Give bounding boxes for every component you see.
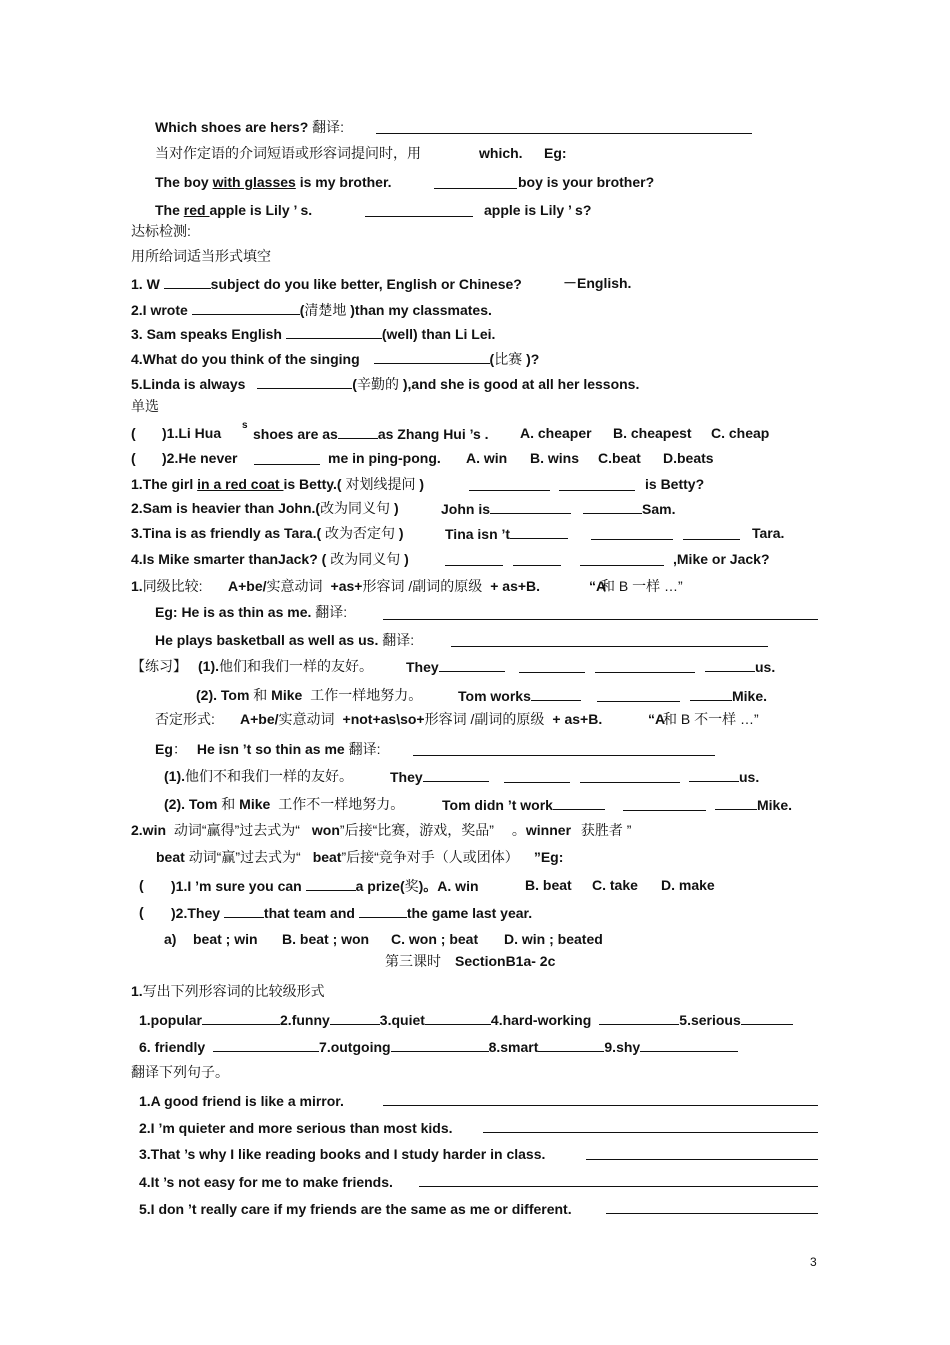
option-b[interactable]: B. wins — [530, 450, 580, 466]
translate-4: 4.It ’s not easy for me to make friends. — [139, 1174, 393, 1190]
option-d[interactable]: D.beats — [663, 450, 714, 466]
line-4-end: apple is Lily ’ s? — [484, 202, 592, 218]
practice-1-end: us. — [705, 657, 775, 676]
section-heading: 用所给词适当形式填空 — [131, 248, 271, 264]
blank[interactable] — [595, 672, 695, 673]
rewrite-4-end: ,Mike or Jack? — [673, 551, 770, 567]
option-b[interactable]: B. beat — [525, 877, 572, 893]
option-c[interactable]: C. take — [592, 877, 638, 893]
option-a[interactable]: beat ; win — [193, 931, 258, 947]
grammar-formula: A+be/实意动词 +as+形容词 /副词的原级 + as+B. — [228, 578, 541, 594]
line-1: Which shoes are hers? 翻译: — [155, 119, 345, 135]
blank[interactable] — [640, 1037, 738, 1052]
rewrite-2: 2.Sam is heavier than John.(改为同义句 ) — [131, 500, 399, 516]
line-4: The red apple is Lily ’ s. — [155, 202, 313, 218]
answer-line[interactable] — [586, 1159, 818, 1160]
blank[interactable] — [164, 274, 211, 289]
choice-2-q: )2.He never — [162, 450, 238, 466]
negative-practice-2: (2). Tom 和 Mike 工作不一样地努力。 — [164, 796, 405, 812]
blank[interactable] — [715, 795, 757, 810]
choice-1: ( — [131, 425, 136, 441]
blank[interactable] — [583, 499, 642, 514]
translate-heading: 翻译下列句子。 — [131, 1064, 229, 1080]
answer-line[interactable] — [383, 1105, 818, 1106]
section-heading: 达标检测: — [131, 223, 191, 239]
blank[interactable] — [538, 1037, 604, 1052]
line-3: The boy with glasses is my brother. — [155, 174, 392, 190]
win-choice-1: ( — [139, 877, 144, 893]
blank[interactable] — [469, 490, 550, 491]
example-2: He plays basketball as well as us. 翻译: — [155, 632, 415, 648]
blank[interactable] — [683, 539, 740, 540]
win-options: a) — [164, 931, 177, 947]
option-b[interactable]: B. beat ; won — [282, 931, 370, 947]
option-c[interactable]: C.beat — [598, 450, 641, 466]
blank[interactable] — [513, 565, 561, 566]
blank[interactable] — [597, 701, 680, 702]
fill-5: 5.Linda is always (辛勤的 ),and she is good at all her lessons. — [131, 376, 640, 392]
blank[interactable] — [439, 657, 505, 672]
blank[interactable] — [591, 539, 673, 540]
blank[interactable] — [374, 349, 490, 364]
negative-practice-1: (1).他们不和我们一样的友好。 — [164, 768, 353, 784]
blank[interactable] — [504, 782, 570, 783]
blank[interactable] — [623, 810, 706, 811]
negative-rule: 否定形式: — [155, 711, 215, 727]
blank[interactable] — [330, 1010, 380, 1025]
blank[interactable] — [202, 1010, 280, 1025]
option-a[interactable]: A. cheaper — [520, 425, 592, 441]
win-choice-1-q: )1.I ’m sure you can a prize(奖)。A. win — [171, 878, 479, 894]
rewrite-2-end: Sam. — [583, 499, 675, 518]
section-heading: 单选 — [131, 398, 159, 414]
example-3: Eg： He isn ’t so thin as me 翻译: — [155, 741, 381, 757]
answer-line[interactable] — [413, 755, 715, 756]
negative-practice-1-answer: They — [390, 767, 489, 786]
negative-practice-2-end: Mike. — [715, 795, 792, 814]
choice-1-q: )1.Li Hua — [162, 425, 222, 441]
line-2-eg: Eg: — [544, 145, 567, 161]
translate-3: 3.That ’s why I like reading books and I study harder in class. — [139, 1146, 546, 1162]
grammar-meaning: 和 B 一样 …” — [601, 578, 683, 594]
option-a[interactable]: A. win — [466, 450, 508, 466]
option-d[interactable]: D. make — [661, 877, 715, 893]
comparative-heading: 1.写出下列形容词的比较级形式 — [131, 983, 325, 999]
grammar-rule: 1.同级比较: — [131, 578, 203, 594]
translate-1: 1.A good friend is like a mirror. — [139, 1093, 344, 1109]
blank[interactable] — [531, 686, 581, 701]
blank[interactable] — [391, 1037, 489, 1052]
blank[interactable] — [559, 490, 635, 491]
rewrite-3-end: Tara. — [752, 525, 785, 541]
blank[interactable] — [580, 782, 680, 783]
blank[interactable] — [286, 324, 382, 339]
line-3-end: boy is your brother? — [518, 174, 655, 190]
example-1: Eg: He is as thin as me. 翻译: — [155, 604, 348, 620]
blank[interactable] — [257, 374, 352, 389]
translate-2: 2.I ’m quieter and more serious than most kids. — [139, 1120, 453, 1136]
negative-practice-1-end: us. — [689, 767, 759, 786]
blank[interactable] — [519, 672, 585, 673]
win-note: 2.win 动词“赢得”过去式为“ won”后接“比赛，游戏，奖品” 。winner 获胜者 ” — [131, 822, 632, 838]
lesson-title: 第三课时 SectionB1a- 2c — [385, 953, 556, 969]
blank[interactable] — [510, 524, 568, 539]
practice-2: (2). Tom 和 Mike 工作一样地努力。 — [196, 687, 423, 703]
answer-line[interactable] — [483, 1132, 818, 1133]
blank[interactable] — [338, 424, 378, 439]
blank[interactable] — [599, 1010, 679, 1025]
rewrite-1-end: is Betty? — [645, 476, 705, 492]
answer-line[interactable] — [383, 619, 818, 620]
comparative-row-2: 6. friendly 7.outgoing 8.smart 9.shy — [139, 1037, 738, 1056]
answer-line[interactable] — [419, 1186, 818, 1187]
practice-1: (1).他们和我们一样的友好。 — [198, 658, 373, 674]
beat-note: beat 动词“赢”过去式为“ beat”后接“竞争对手（人或团体） ”Eg: — [156, 849, 564, 865]
translate-5: 5.I don ’t really care if my friends are the same as me or different. — [139, 1201, 572, 1217]
fill-2: 2.I wrote (清楚地 )than my classmates. — [131, 302, 492, 318]
blank[interactable] — [490, 499, 571, 514]
choice-2-q2: me in ping-pong. — [328, 450, 441, 466]
blank[interactable] — [224, 903, 264, 918]
negative-meaning: 和 B 不一样 …” — [663, 711, 759, 727]
practice-label: 【练习】 — [131, 658, 187, 674]
blank[interactable] — [192, 300, 300, 315]
blank[interactable] — [365, 216, 473, 217]
blank[interactable] — [705, 657, 755, 672]
practice-1-answer: They — [406, 657, 505, 676]
practice-2-end: Mike. — [690, 686, 767, 705]
grammar-meaning-a: “A — [589, 578, 607, 594]
blank[interactable] — [425, 1010, 491, 1025]
answer-line[interactable] — [451, 646, 768, 647]
win-choice-2-q: )2.They that team and the game last year. — [171, 905, 533, 921]
blank[interactable] — [689, 767, 739, 782]
negative-meaning-a: “A — [648, 711, 666, 727]
choice-1-s: s — [242, 420, 248, 431]
blank[interactable] — [254, 464, 320, 465]
blank[interactable] — [359, 903, 407, 918]
rewrite-2-mid: John is — [441, 499, 571, 518]
option-c[interactable]: C. cheap — [711, 425, 770, 441]
choice-2: ( — [131, 450, 136, 466]
answer-line[interactable] — [606, 1213, 818, 1214]
rewrite-3-mid: Tina isn ’t — [445, 524, 568, 543]
rewrite-1: 1.The girl in a red coat is Betty.( 对划线提问 ) — [131, 476, 425, 492]
line-2-which: which. — [479, 145, 523, 161]
choice-1-q2: shoes are as as Zhang Hui ’s . — [253, 426, 489, 442]
blank[interactable] — [434, 188, 517, 189]
blank[interactable] — [423, 767, 489, 782]
win-choice-2: ( — [139, 904, 144, 920]
rewrite-3: 3.Tina is as friendly as Tara.( 改为否定句 ) — [131, 525, 404, 541]
blank[interactable] — [690, 686, 732, 701]
fill-4: 4.What do you think of the singing (比赛 )? — [131, 351, 540, 367]
blank[interactable] — [580, 565, 664, 566]
fill-3: 3. Sam speaks English (well) than Li Lei. — [131, 326, 496, 342]
blank[interactable] — [306, 876, 356, 891]
option-c[interactable]: C. won ; beat — [391, 931, 479, 947]
blank[interactable] — [213, 1037, 319, 1052]
blank[interactable] — [553, 795, 605, 810]
fill-1: 1. W subject do you like better, English or Chinese? — [131, 276, 522, 292]
blank[interactable] — [445, 565, 503, 566]
fill-1-answer: －English. — [563, 275, 632, 291]
option-b[interactable]: B. cheapest — [613, 425, 692, 441]
blank[interactable] — [741, 1010, 793, 1025]
line-2: 当对作定语的介词短语或形容词提问时，用 — [155, 145, 421, 161]
option-d[interactable]: D. win ; beated — [504, 931, 603, 947]
comparative-row-1: 1.popular 2.funny 3.quiet 4.hard-working 5.serious — [139, 1010, 793, 1029]
rewrite-4: 4.Is Mike smarter thanJack? ( 改为同义句 ) — [131, 551, 409, 567]
negative-practice-2-answer: Tom didn ’t work — [442, 795, 605, 814]
practice-2-answer: Tom works — [458, 686, 581, 705]
page-number: 3 — [810, 1255, 817, 1269]
negative-formula: A+be/实意动词 +not+as\so+形容词 /副词的原级 + as+B. — [240, 711, 603, 727]
answer-line[interactable] — [376, 133, 752, 134]
